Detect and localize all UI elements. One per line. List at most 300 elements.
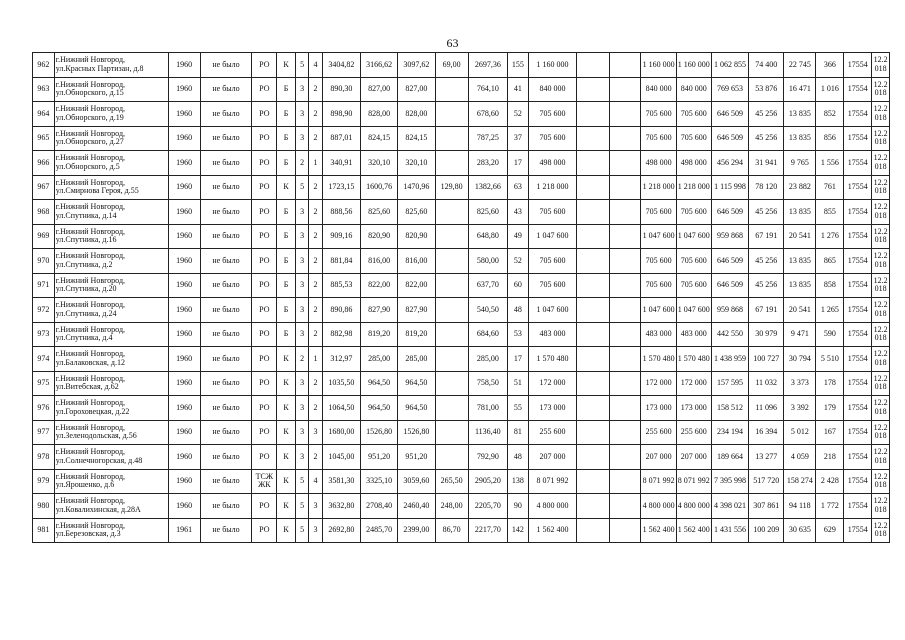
cell-cost-region: 45 256 [749, 102, 784, 127]
cell-area-residential: 827,90 [398, 298, 435, 323]
cell-floors: 5 [295, 175, 308, 200]
cell-wall-material: К [277, 494, 296, 519]
cell-area-nonresidential: 248,00 [435, 494, 468, 519]
cell-repair-status: не было [200, 273, 252, 298]
cell-residents: 63 [507, 175, 528, 200]
table-row [33, 77, 890, 102]
cell-cost-owners: 173 000 [676, 396, 711, 421]
cell-entrances: 2 [309, 322, 322, 347]
cell-cost-per-sqm: 179 [816, 396, 844, 421]
cell-area-residential: 320,10 [398, 151, 435, 176]
table-row [33, 469, 890, 494]
cell-total-area: 3581,30 [322, 469, 360, 494]
cell-cost-total: 1 218 000 [528, 175, 577, 200]
cell-cost-region: 45 256 [749, 249, 784, 274]
cell-area-owned: 764,10 [468, 77, 507, 102]
cell-total-area: 909,16 [322, 224, 360, 249]
cell-repair-status: не было [200, 469, 252, 494]
cell-address: г.Нижний Новгород, ул.Обнорского, д.19 [54, 102, 168, 127]
cell-management: РО [252, 200, 277, 225]
cell-repair-status: не было [200, 347, 252, 372]
cell-wall-material: Б [277, 273, 296, 298]
table-row [33, 126, 890, 151]
cell-residents: 48 [507, 298, 528, 323]
cell-year: 1960 [168, 371, 200, 396]
cell-cost-owners: 1 570 480 [676, 347, 711, 372]
cell-area-nonresidential [435, 224, 468, 249]
cell-management: РО [252, 126, 277, 151]
cell-cost-total: 483 000 [528, 322, 577, 347]
cell-residents: 41 [507, 77, 528, 102]
cell-residents: 81 [507, 420, 528, 445]
cell-entrances: 4 [309, 469, 322, 494]
cell-completion-date: 12.2018 [872, 347, 890, 372]
cell-completion-date: 12.2018 [872, 371, 890, 396]
cell-area-residential: 2399,00 [398, 518, 435, 543]
cell-address: г.Нижний Новгород, ул.Смирнова Героя, д.55 [54, 175, 168, 200]
cell-cost-total: 705 600 [528, 102, 577, 127]
cell-cost-municipal: 9 765 [784, 151, 816, 176]
cell-cost-per-sqm: 178 [816, 371, 844, 396]
cell-total-area: 890,30 [322, 77, 360, 102]
cell-cost-per-sqm: 858 [816, 273, 844, 298]
cell-residents: 48 [507, 445, 528, 470]
cell-area-rooms: 824,15 [361, 126, 398, 151]
cell-cost-federal [577, 200, 610, 225]
table-row [33, 347, 890, 372]
cell-residents: 52 [507, 102, 528, 127]
cell-cost-owners: 1 047 600 [676, 298, 711, 323]
cell-wall-material: Б [277, 102, 296, 127]
cell-wall-material: К [277, 469, 296, 494]
cell-cost-per-sqm: 855 [816, 200, 844, 225]
cell-area-nonresidential [435, 396, 468, 421]
cell-row-number: 977 [33, 420, 55, 445]
cell-repair-status: не было [200, 126, 252, 151]
cell-wall-material: К [277, 371, 296, 396]
cell-address: г.Нижний Новгород, ул.Солнечногорская, д.48 [54, 445, 168, 470]
cell-completion-date: 12.2018 [872, 151, 890, 176]
cell-area-residential: 964,50 [398, 396, 435, 421]
cell-limit-cost: 17554 [844, 273, 872, 298]
cell-address: г.Нижний Новгород, ул.Гороховецкая, д.22 [54, 396, 168, 421]
cell-cost-total: 4 800 000 [528, 494, 577, 519]
cell-residents: 90 [507, 494, 528, 519]
cell-address: г.Нижний Новгород, ул.Обнорского, д.15 [54, 77, 168, 102]
cell-area-residential: 828,00 [398, 102, 435, 127]
cell-area-residential: 2460,40 [398, 494, 435, 519]
cell-wall-material: Б [277, 322, 296, 347]
cell-area-nonresidential [435, 420, 468, 445]
cell-entrances: 2 [309, 77, 322, 102]
cell-entrances: 2 [309, 273, 322, 298]
cell-cost-regional [610, 347, 641, 372]
cell-cost-municipal: 13 835 [784, 273, 816, 298]
cell-management: РО [252, 347, 277, 372]
cell-area-nonresidential [435, 322, 468, 347]
cell-year: 1960 [168, 420, 200, 445]
cell-residents: 52 [507, 249, 528, 274]
cell-total-area: 890,86 [322, 298, 360, 323]
cell-floors: 3 [295, 371, 308, 396]
cell-completion-date: 12.2018 [872, 102, 890, 127]
cell-area-owned: 580,00 [468, 249, 507, 274]
cell-repair-status: не было [200, 224, 252, 249]
cell-area-residential: 816,00 [398, 249, 435, 274]
cell-area-residential: 819,20 [398, 322, 435, 347]
cell-row-number: 969 [33, 224, 55, 249]
cell-cost-regional [610, 494, 641, 519]
cell-cost-municipal: 30 635 [784, 518, 816, 543]
cell-cost-fund: 1 062 855 [711, 53, 748, 78]
cell-entrances: 3 [309, 494, 322, 519]
cell-cost-municipal: 94 118 [784, 494, 816, 519]
cell-floors: 5 [295, 494, 308, 519]
cell-wall-material: Б [277, 200, 296, 225]
cell-cost-municipal: 30 794 [784, 347, 816, 372]
cell-cost-per-sqm: 852 [816, 102, 844, 127]
cell-cost-total: 172 000 [528, 371, 577, 396]
cell-total-area: 888,56 [322, 200, 360, 225]
cell-completion-date: 12.2018 [872, 249, 890, 274]
cell-row-number: 978 [33, 445, 55, 470]
cell-area-rooms: 2485,70 [361, 518, 398, 543]
cell-year: 1960 [168, 494, 200, 519]
cell-area-residential: 964,50 [398, 371, 435, 396]
cell-area-owned: 1136,40 [468, 420, 507, 445]
cell-cost-owners: 483 000 [676, 322, 711, 347]
cell-cost-regional [610, 420, 641, 445]
cell-cost-total: 8 071 992 [528, 469, 577, 494]
cell-year: 1960 [168, 77, 200, 102]
cell-residents: 49 [507, 224, 528, 249]
cell-cost-federal [577, 126, 610, 151]
cell-entrances: 1 [309, 347, 322, 372]
cell-area-owned: 283,20 [468, 151, 507, 176]
cell-cost-fund: 959 868 [711, 298, 748, 323]
cell-management: РО [252, 322, 277, 347]
cell-completion-date: 12.2018 [872, 396, 890, 421]
cell-cost-owners: 172 000 [676, 371, 711, 396]
cell-cost-region: 30 979 [749, 322, 784, 347]
cell-cost-fund: 234 194 [711, 420, 748, 445]
cell-area-nonresidential [435, 77, 468, 102]
cell-cost-municipal: 13 835 [784, 126, 816, 151]
cell-limit-cost: 17554 [844, 322, 872, 347]
cell-wall-material: К [277, 420, 296, 445]
table-row [33, 518, 890, 543]
cell-repair-status: не было [200, 445, 252, 470]
cell-area-rooms: 951,20 [361, 445, 398, 470]
cell-limit-cost: 17554 [844, 445, 872, 470]
cell-total-area: 898,90 [322, 102, 360, 127]
cell-total-area: 887,01 [322, 126, 360, 151]
cell-floors: 3 [295, 396, 308, 421]
cell-address: г.Нижний Новгород, ул.Ковалихинская, д.28А [54, 494, 168, 519]
cell-cost-total: 1 047 600 [528, 224, 577, 249]
cell-wall-material: Б [277, 249, 296, 274]
cell-cost-region: 16 394 [749, 420, 784, 445]
cell-area-owned: 648,80 [468, 224, 507, 249]
cell-area-residential: 827,00 [398, 77, 435, 102]
cell-cost-federal [577, 102, 610, 127]
cell-cost-local: 705 600 [641, 273, 676, 298]
cell-limit-cost: 17554 [844, 102, 872, 127]
cell-total-area: 3404,82 [322, 53, 360, 78]
cell-year: 1960 [168, 224, 200, 249]
cell-cost-region: 45 256 [749, 200, 784, 225]
cell-cost-local: 1 047 600 [641, 224, 676, 249]
cell-cost-municipal: 22 745 [784, 53, 816, 78]
cell-year: 1960 [168, 298, 200, 323]
cell-cost-total: 1 047 600 [528, 298, 577, 323]
cell-cost-region: 517 720 [749, 469, 784, 494]
cell-row-number: 975 [33, 371, 55, 396]
cell-address: г.Нижний Новгород, ул.Спутника, д.14 [54, 200, 168, 225]
cell-area-owned: 2205,70 [468, 494, 507, 519]
cell-row-number: 981 [33, 518, 55, 543]
cell-area-residential: 820,90 [398, 224, 435, 249]
table-row [33, 151, 890, 176]
cell-completion-date: 12.2018 [872, 469, 890, 494]
cell-cost-local: 1 562 400 [641, 518, 676, 543]
cell-entrances: 2 [309, 371, 322, 396]
cell-cost-per-sqm: 761 [816, 175, 844, 200]
table-row [33, 420, 890, 445]
cell-address: г.Нижний Новгород, ул.Березовская, д.3 [54, 518, 168, 543]
cell-cost-regional [610, 224, 641, 249]
cell-cost-total: 705 600 [528, 126, 577, 151]
table-row [33, 445, 890, 470]
cell-total-area: 3632,80 [322, 494, 360, 519]
cell-cost-local: 705 600 [641, 200, 676, 225]
cell-cost-local: 8 071 992 [641, 469, 676, 494]
cell-cost-per-sqm: 1 276 [816, 224, 844, 249]
cell-area-nonresidential [435, 126, 468, 151]
cell-cost-region: 67 191 [749, 224, 784, 249]
cell-area-rooms: 285,00 [361, 347, 398, 372]
cell-row-number: 963 [33, 77, 55, 102]
cell-cost-federal [577, 347, 610, 372]
cell-area-residential: 1470,96 [398, 175, 435, 200]
cell-cost-local: 207 000 [641, 445, 676, 470]
cell-address: г.Нижний Новгород, ул.Спутника, д.24 [54, 298, 168, 323]
cell-cost-per-sqm: 1 265 [816, 298, 844, 323]
cell-residents: 138 [507, 469, 528, 494]
cell-cost-total: 207 000 [528, 445, 577, 470]
cell-total-area: 885,53 [322, 273, 360, 298]
cell-floors: 3 [295, 445, 308, 470]
cell-area-nonresidential: 69,00 [435, 53, 468, 78]
cell-completion-date: 12.2018 [872, 273, 890, 298]
cell-row-number: 967 [33, 175, 55, 200]
cell-cost-region: 67 191 [749, 298, 784, 323]
cell-cost-per-sqm: 2 428 [816, 469, 844, 494]
cell-area-owned: 758,50 [468, 371, 507, 396]
cell-year: 1960 [168, 126, 200, 151]
cell-limit-cost: 17554 [844, 469, 872, 494]
cell-year: 1960 [168, 273, 200, 298]
cell-limit-cost: 17554 [844, 518, 872, 543]
cell-cost-local: 4 800 000 [641, 494, 676, 519]
cell-repair-status: не было [200, 322, 252, 347]
table-row [33, 396, 890, 421]
cell-cost-per-sqm: 5 510 [816, 347, 844, 372]
cell-area-residential: 822,00 [398, 273, 435, 298]
cell-area-nonresidential [435, 200, 468, 225]
cell-cost-municipal: 13 835 [784, 102, 816, 127]
cell-repair-status: не было [200, 249, 252, 274]
cell-cost-regional [610, 322, 641, 347]
cell-cost-region: 45 256 [749, 126, 784, 151]
cell-cost-region: 45 256 [749, 273, 784, 298]
cell-cost-total: 840 000 [528, 77, 577, 102]
cell-cost-region: 53 876 [749, 77, 784, 102]
cell-cost-local: 1 570 480 [641, 347, 676, 372]
cell-completion-date: 12.2018 [872, 53, 890, 78]
table-row [33, 298, 890, 323]
cell-entrances: 2 [309, 175, 322, 200]
cell-cost-owners: 705 600 [676, 102, 711, 127]
cell-cost-regional [610, 175, 641, 200]
cell-area-rooms: 828,00 [361, 102, 398, 127]
cell-cost-regional [610, 518, 641, 543]
cell-cost-municipal: 4 059 [784, 445, 816, 470]
cell-area-owned: 781,00 [468, 396, 507, 421]
cell-cost-owners: 255 600 [676, 420, 711, 445]
cell-cost-per-sqm: 1 772 [816, 494, 844, 519]
cell-area-residential: 3059,60 [398, 469, 435, 494]
cell-total-area: 1035,50 [322, 371, 360, 396]
cell-cost-municipal: 16 471 [784, 77, 816, 102]
cell-area-rooms: 964,50 [361, 396, 398, 421]
table-row [33, 53, 890, 78]
cell-row-number: 962 [33, 53, 55, 78]
cell-year: 1960 [168, 102, 200, 127]
cell-repair-status: не было [200, 518, 252, 543]
cell-floors: 3 [295, 126, 308, 151]
cell-area-nonresidential: 86,70 [435, 518, 468, 543]
cell-cost-total: 255 600 [528, 420, 577, 445]
cell-total-area: 312,97 [322, 347, 360, 372]
cell-completion-date: 12.2018 [872, 298, 890, 323]
cell-cost-owners: 840 000 [676, 77, 711, 102]
cell-limit-cost: 17554 [844, 371, 872, 396]
cell-residents: 60 [507, 273, 528, 298]
cell-wall-material: К [277, 53, 296, 78]
cell-cost-municipal: 13 835 [784, 249, 816, 274]
cell-repair-status: не было [200, 151, 252, 176]
cell-area-owned: 1382,66 [468, 175, 507, 200]
cell-residents: 55 [507, 396, 528, 421]
cell-limit-cost: 17554 [844, 200, 872, 225]
cell-entrances: 2 [309, 249, 322, 274]
cell-floors: 2 [295, 151, 308, 176]
cell-floors: 3 [295, 273, 308, 298]
cell-cost-regional [610, 298, 641, 323]
cell-cost-local: 1 047 600 [641, 298, 676, 323]
cell-completion-date: 12.2018 [872, 494, 890, 519]
cell-area-nonresidential [435, 371, 468, 396]
cell-entrances: 2 [309, 445, 322, 470]
cell-limit-cost: 17554 [844, 347, 872, 372]
cell-residents: 142 [507, 518, 528, 543]
cell-wall-material: Б [277, 224, 296, 249]
cell-total-area: 340,91 [322, 151, 360, 176]
cell-limit-cost: 17554 [844, 151, 872, 176]
cell-area-rooms: 822,00 [361, 273, 398, 298]
cell-cost-owners: 207 000 [676, 445, 711, 470]
cell-residents: 51 [507, 371, 528, 396]
table-row [33, 224, 890, 249]
cell-area-rooms: 820,90 [361, 224, 398, 249]
cell-cost-local: 172 000 [641, 371, 676, 396]
cell-area-rooms: 2708,40 [361, 494, 398, 519]
table-row [33, 494, 890, 519]
cell-cost-federal [577, 469, 610, 494]
cell-management: РО [252, 175, 277, 200]
cell-cost-per-sqm: 1 556 [816, 151, 844, 176]
cell-address: г.Нижний Новгород, ул.Витебская, д.62 [54, 371, 168, 396]
cell-management: РО [252, 445, 277, 470]
table-row [33, 200, 890, 225]
cell-year: 1960 [168, 151, 200, 176]
cell-cost-local: 255 600 [641, 420, 676, 445]
cell-area-residential: 951,20 [398, 445, 435, 470]
cell-repair-status: не было [200, 298, 252, 323]
cell-area-owned: 684,60 [468, 322, 507, 347]
cell-management: РО [252, 273, 277, 298]
cell-area-rooms: 3166,62 [361, 53, 398, 78]
cell-address: г.Нижний Новгород, ул.Красных Партизан, д.8 [54, 53, 168, 78]
cell-cost-owners: 4 800 000 [676, 494, 711, 519]
cell-row-number: 974 [33, 347, 55, 372]
cell-cost-regional [610, 273, 641, 298]
cell-cost-owners: 705 600 [676, 249, 711, 274]
cell-cost-federal [577, 77, 610, 102]
cell-address: г.Нижний Новгород, ул.Спутника, д.16 [54, 224, 168, 249]
cell-address: г.Нижний Новгород, ул.Спутника, д.20 [54, 273, 168, 298]
cell-wall-material: К [277, 175, 296, 200]
cell-cost-regional [610, 445, 641, 470]
cell-area-nonresidential [435, 151, 468, 176]
cell-cost-owners: 1 218 000 [676, 175, 711, 200]
cell-cost-fund: 456 294 [711, 151, 748, 176]
cell-area-nonresidential [435, 347, 468, 372]
cell-repair-status: не было [200, 396, 252, 421]
cell-area-rooms: 819,20 [361, 322, 398, 347]
cell-management: ТСЖЖК [252, 469, 277, 494]
cell-cost-region: 100 209 [749, 518, 784, 543]
cell-cost-owners: 705 600 [676, 200, 711, 225]
cell-cost-owners: 1 562 400 [676, 518, 711, 543]
cell-cost-federal [577, 518, 610, 543]
cell-floors: 3 [295, 224, 308, 249]
cell-management: РО [252, 396, 277, 421]
cell-area-rooms: 1600,76 [361, 175, 398, 200]
cell-management: РО [252, 53, 277, 78]
cell-residents: 17 [507, 347, 528, 372]
table-row [33, 102, 890, 127]
cell-cost-municipal: 13 835 [784, 200, 816, 225]
cell-completion-date: 12.2018 [872, 224, 890, 249]
cell-repair-status: не было [200, 494, 252, 519]
cell-cost-per-sqm: 629 [816, 518, 844, 543]
cell-repair-status: не было [200, 371, 252, 396]
cell-completion-date: 12.2018 [872, 200, 890, 225]
cell-total-area: 882,98 [322, 322, 360, 347]
cell-cost-fund: 646 509 [711, 126, 748, 151]
